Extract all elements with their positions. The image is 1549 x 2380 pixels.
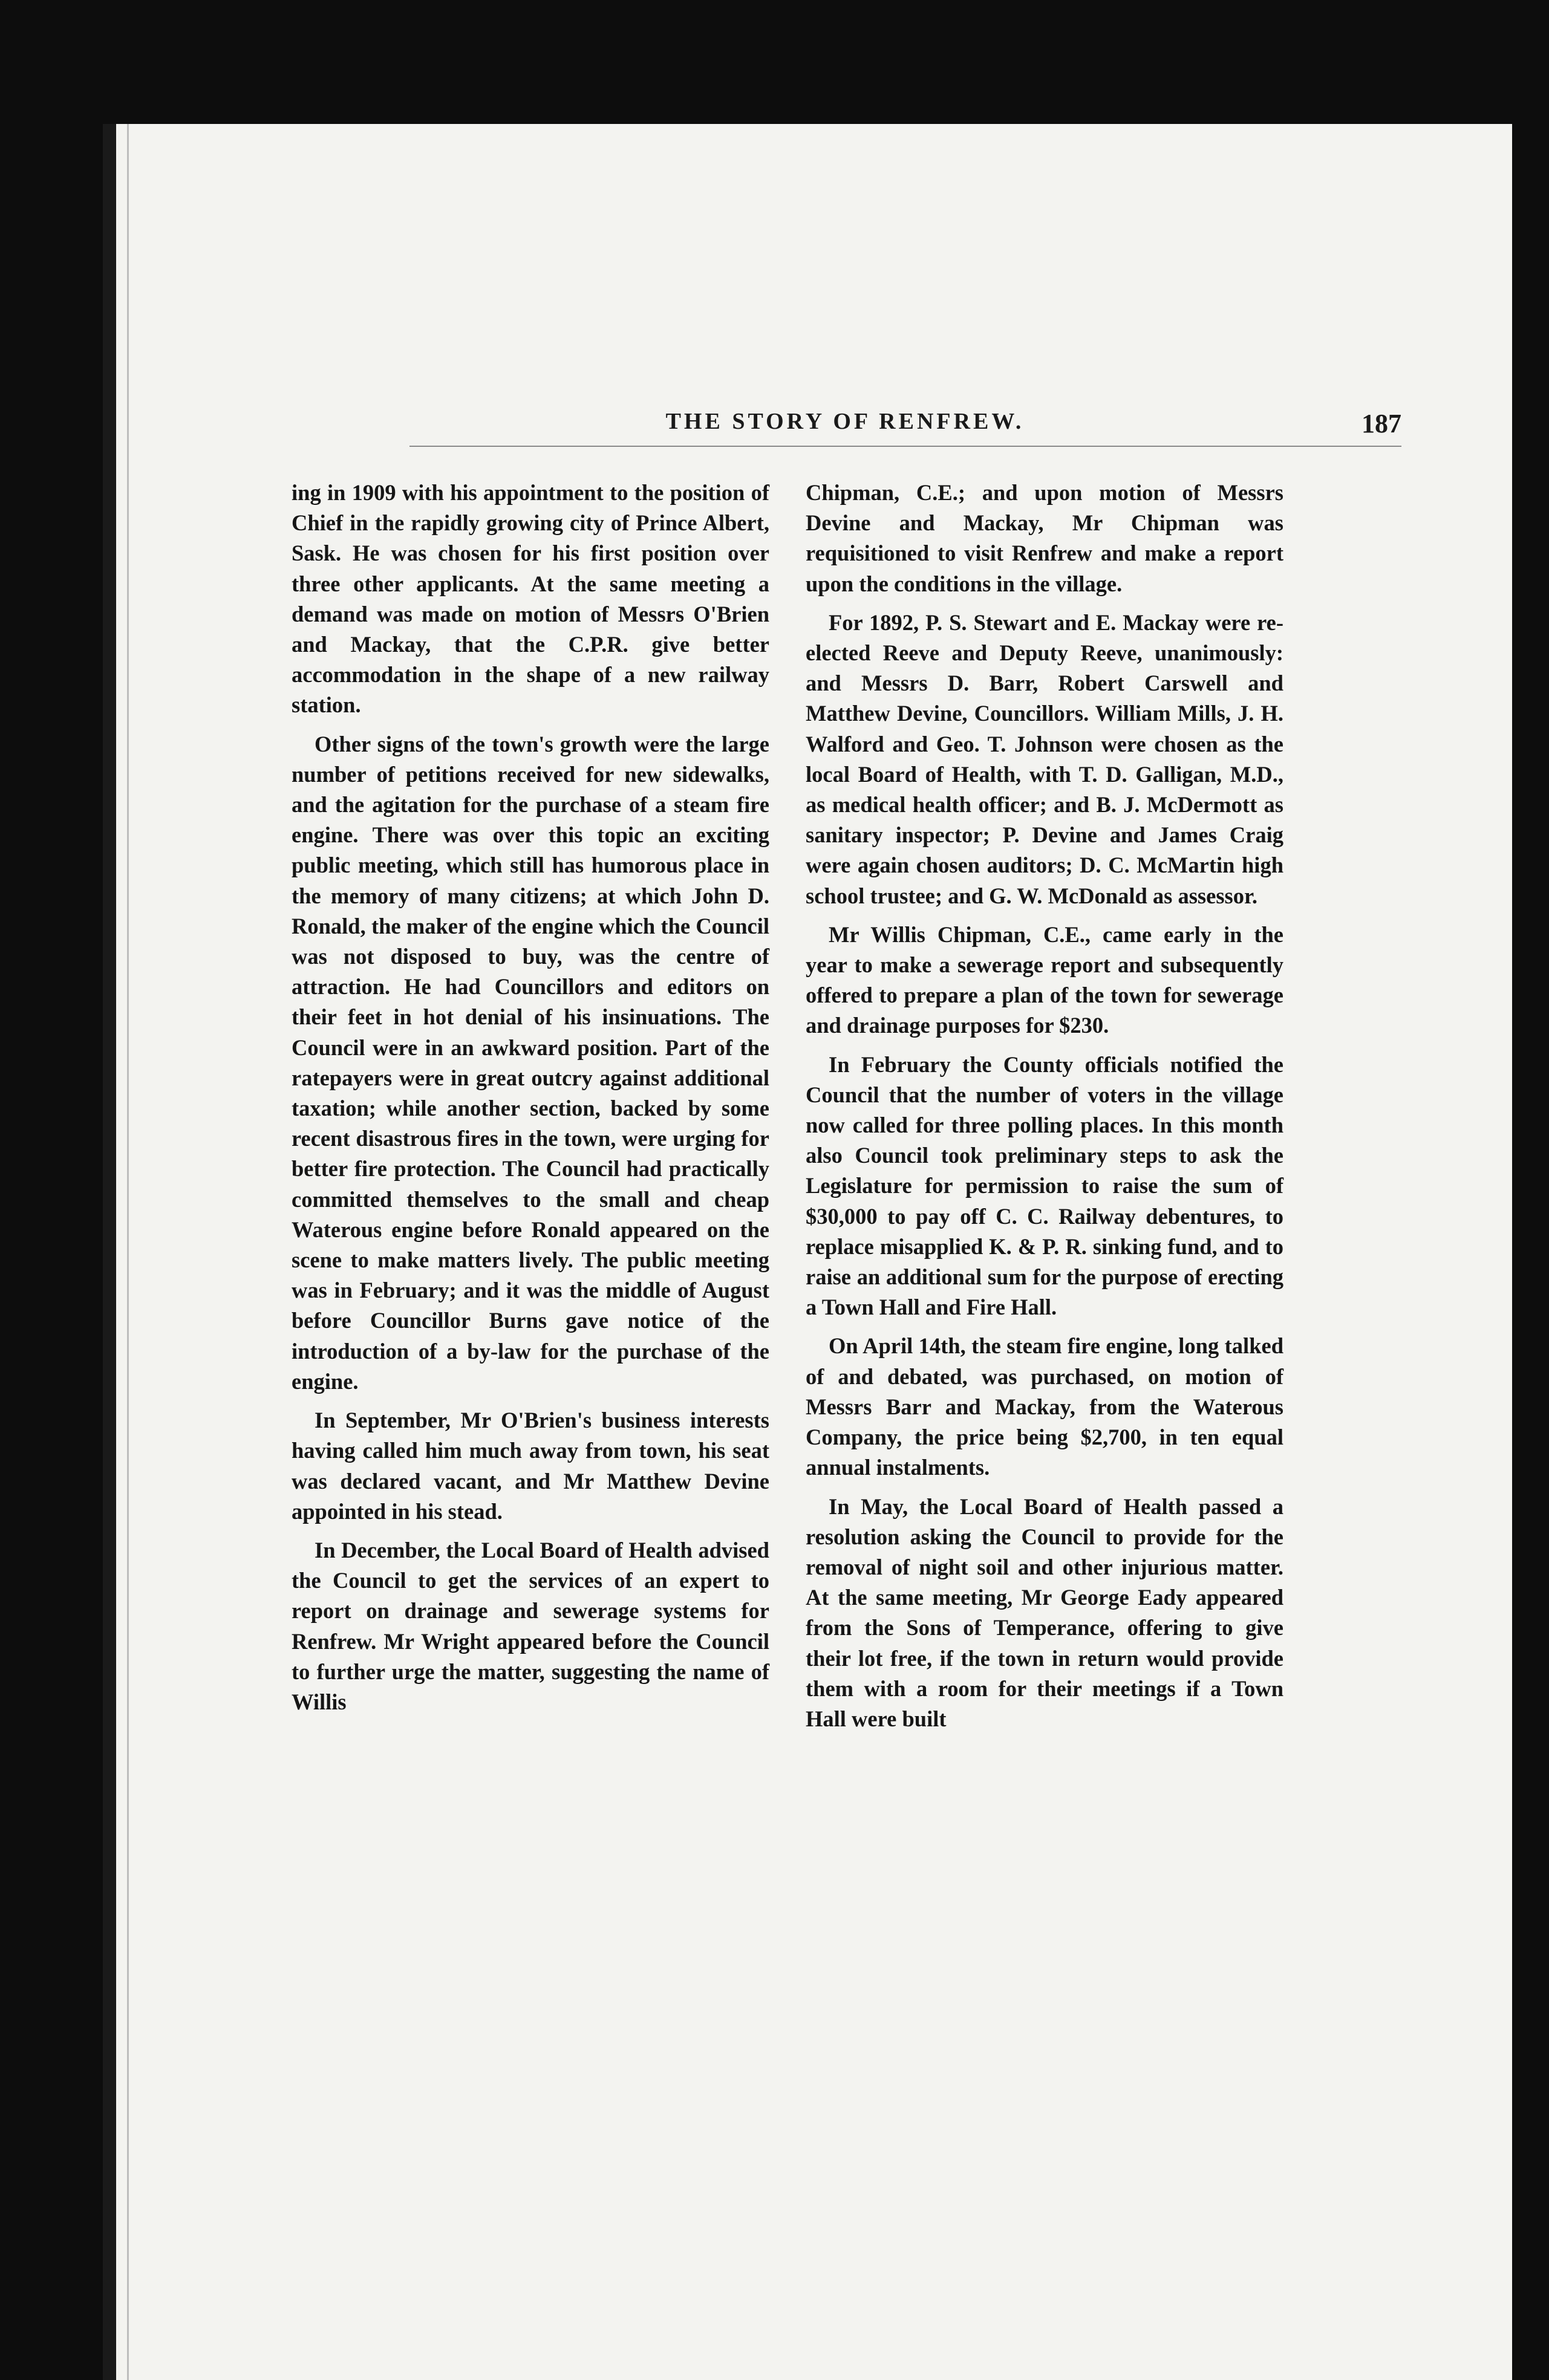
left-column <box>292 478 769 1726</box>
page-number: 187 <box>1361 409 1401 438</box>
paragraph: ing in 1909 with his appointment to the position of Chief in the rapidly growing city of Prince Albert, Sask. He was chosen for his first position over three other applicants. At the same meeting a demand was made on motion of Messrs O'Brien and Mackay, that the C.P.R. give better accommodation in the shape of a new railway station. <box>292 480 769 718</box>
paragraph: In September, Mr O'Brien's business interests having called him much away from town, his seat was declared vacant, and Mr Matthew Devine appointed in his stead. <box>292 1408 769 1524</box>
book-page <box>103 124 1512 2380</box>
paragraph: In February the County officials notified the Council that the number of voters in the village now called for three polling places. In this month also Council took preliminary steps to ask the Legislature for permission to raise the sum of $30,000 to pay off C. C. Railway debentures, to replace misapplied K. & P. R. sinking fund, and to raise an additional sum for the purpose of erecting a Town Hall and Fire Hall. <box>806 1052 1283 1320</box>
header-rule <box>409 446 1401 447</box>
binding-edge <box>127 124 129 2380</box>
paragraph: For 1892, P. S. Stewart and E. Mackay were re-elected Reeve and Deputy Reeve, unanimously: and Messrs D. Barr, Robert Carswell and Matthew Devine, Councillors. William Mills, J. H. Walford and Geo. T. Johnson were chosen as the local Board of Health, with T. D. Galligan, M.D., as medical health officer; and B. J. McDermott as sanitary inspector; P. Devine and James Craig were again chosen auditors; D. C. McMartin high school trustee; and G. W. McDonald as assessor. <box>806 610 1283 908</box>
paragraph: In May, the Local Board of Health passed a resolution asking the Council to provide for the removal of night soil and other injurious matter. At the same meeting, Mr George Eady appeared from the Sons of Temperance, offering to give their lot free, if the town in return would provide them with a room for their meetings if a Town Hall were built <box>806 1494 1283 1731</box>
running-title: THE STORY OF RENFREW. <box>665 409 1025 434</box>
paragraph: In December, the Local Board of Health advised the Council to get the services of an expert to report on drainage and sewerage systems for Renfrew. Mr Wright appeared before the Council to further urge the matter, suggesting the name of Willis <box>292 1537 769 1714</box>
page-header <box>409 408 1401 450</box>
paragraph: Mr Willis Chipman, C.E., came early in the year to make a sewerage report and subsequently offered to prepare a plan of the town for sewerage and drainage purposes for $230. <box>806 922 1283 1038</box>
paragraph: Other signs of the town's growth were the large number of petitions received for new sidewalks, and the agitation for the purchase of a steam fire engine. There was over this topic an exciting public meeting, which still has humorous place in the memory of many citizens; at which John D. Ronald, the maker of the engine which the Council was not disposed to buy, was the centre of attraction. He had Councillors and editors on their feet in hot denial of his insinuations. The Council were in an awkward position. Part of the ratepayers were in great outcry against additional taxation; while another section, backed by some recent disastrous fires in the town, were urging for better fire protection. The Council had practically committed themselves to the small and cheap Waterous engine before Ronald appeared on the scene to make matters lively. The public meeting was in February; and it was the middle of August before Councillor Burns gave notice of the introduction of a by-law for the purchase of the engine. <box>292 731 769 1394</box>
paragraph: On April 14th, the steam fire engine, long talked of and debated, was purchased, on motion of Messrs Barr and Mackay, from the Waterous Company, the price being $2,700, in ten equal annual instalments. <box>806 1333 1283 1480</box>
paragraph: Chipman, C.E.; and upon motion of Messrs Devine and Mackay, Mr Chipman was requisitioned to visit Renfrew and make a report upon the conditions in the village. <box>806 480 1283 596</box>
right-column <box>806 478 1283 1743</box>
